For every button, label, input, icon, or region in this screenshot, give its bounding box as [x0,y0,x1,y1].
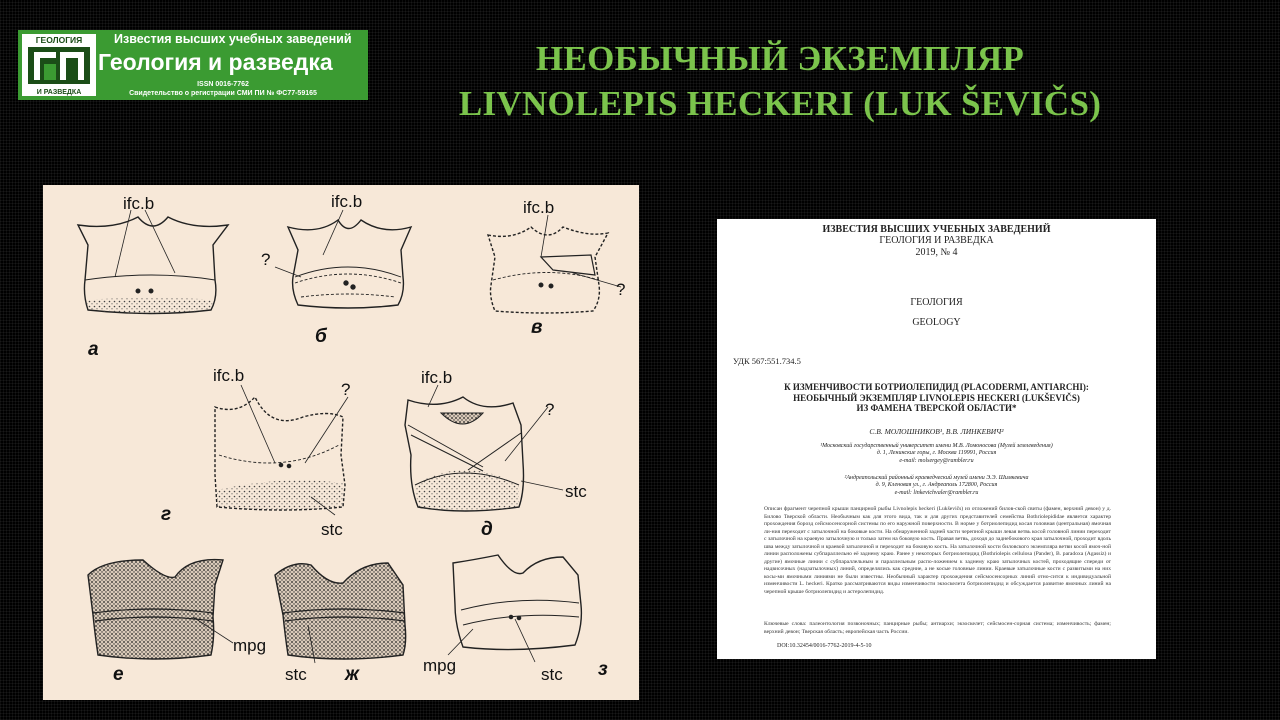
paper-affiliation-2 [717,475,1156,497]
specimen-drawings [43,185,639,700]
paper-title-line-1: К ИЗМЕНЧИВОСТИ БОТРИОЛЕПИДИД (PLACODERMI, ANTIARCHI): [784,382,1089,392]
label-stc-d: stc [565,482,587,501]
journal-registration: Свидетельство о регистрации СМИ ПИ № ФС77-59165 [129,90,317,97]
paper-authors: С.В. МОЛОШНИКОВ¹, В.В. ЛИНКЕВИЧ² [869,427,1004,436]
panel-letter-d: д [481,519,493,540]
paper-first-page [717,219,1156,659]
paper-affiliation-1 [717,443,1156,465]
affil1-line-1: ¹Московский государственный университет имени М.В. Ломоносова (Музей землеведения) [820,443,1053,449]
label-stc-z: stc [541,665,563,684]
journal-header-text: Известия высших учебных заведений [114,32,352,46]
specimen-v [488,215,621,313]
panel-letter-z: з [598,659,608,680]
paper-abstract: Описан фрагмент черепной крыши панцирной рыбы Livnolepis heckeri (Lukševičs) из отложений билов-ской свиты (фамен, верхний девон) у д. Билово Тверской области. Необычным как для этого вида, так и для других представителей семейства Bothriolepididae является характер прохождения борозд сейсмосенсорной системы по его наружной поверхности. В норме у ботриолепидид косая головная (центральная) ямочная ли-ния переходит с затылочной на боковые кости. На обнаруженной задней части черепной крыши левая ветвь косой головной линии переходит с затылочной на краевую затылочную и только затем на боковую кость. Правая ветвь, доходя до заднебокового края затылочной, проходит вдоль шва между затылочной и краевой затылочной и переходит на боковую кость. На затылочной кости биловского экземпляра ветви косой ямоч-ной линии расположены субпараллельно её заднему краю. Ранее у некоторых ботриолепидид (Bothriolepis cellulosa (Pander), B. paradoxa (Agassiz) и другие) ямочные линии с субпараллельным и параллельным распо-ложением к заднему краю затылочных костей, проходящие спереди от надвисочных (надзатылочных) линий, определялись как средние, а не косые головные линии. Краевые затылочные кости с развитыми на них косы-ми ямочными линиями не были известны. Необычный характер прохождения сейсмосенсорных линий отно-сится к индивидуальной изменчивости L. heckeri. Кратко рассматриваются виды изменчивости экзоскелета ботриолепидид и обсуждается развитие ямочных линий на черепной крыше ботриолепидид и астеролепидид. [764,506,1111,595]
label-mpg-z: mpg [423,656,457,675]
panel-letter-zh: ж [345,664,359,685]
logo-mark-bottom-text: И РАЗВЕДКА [36,89,82,96]
paper-doi: DOI:10.32454/0016-7762-2019-4-5-10 [777,643,872,649]
affil2-line-1: ²Андреапольский районный краеведческий музей имени Э.Э. Шимкевича [844,475,1029,481]
paper-keywords: Ключевые слова: палеонтология позвоночных; панцирные рыбы; антиархи; экзоскелет; сейсмосен-сорная система; изменчивость; фамен; верхний девон; Тверская область; европейская часть России. [764,621,1111,635]
specimen-z [448,555,581,662]
specimen-g [215,385,348,515]
paper-udk: УДК 567:551.734.5 [733,356,801,366]
slide-title [400,36,1160,126]
paper-title-line-2: НЕОБЫЧНЫЙ ЭКЗЕМПЛЯР LIVNOLEPIS HECKERI (LUKŠEVIČS) [793,392,1080,403]
label-ifcb-a: ifc.b [123,194,155,213]
label-stc-zh: stc [285,665,307,684]
affil1-email: e-mail: molsergey@rambler.ru [899,457,974,464]
affil1-line-2: д. 1, Ленинские горы, г. Москва 119991, Россия [876,450,997,457]
specimen-e [88,560,233,659]
specimen-b [275,210,411,308]
paper-title [717,382,1156,414]
label-question-b: ? [261,250,271,269]
specimen-d [405,385,563,511]
label-question-v: ? [616,280,626,299]
affil2-line-2: д. 9, Кленовая ул., г. Андреаполь 172800, Россия [875,482,998,489]
specimen-figure [43,185,639,700]
paper-title-line-3: ИЗ ФАМЕНА ТВЕРСКОЙ ОБЛАСТИ* [856,403,1017,413]
affil2-email: e-mail: linkevichvaler@rambler.ru [894,489,979,496]
specimen-a [78,210,228,314]
panel-letter-v: в [531,317,543,338]
journal-logo [18,30,368,100]
label-question-g: ? [341,380,351,399]
journal-issn: ISSN 0016-7762 [197,81,249,88]
paper-journal-line-2: ГЕОЛОГИЯ И РАЗВЕДКА [879,235,994,246]
label-question-d: ? [545,400,555,419]
paper-journal-line-1: ИЗВЕСТИЯ ВЫСШИХ УЧЕБНЫХ ЗАВЕДЕНИЙ [822,224,1051,235]
label-ifcb-b: ifc.b [331,192,363,211]
label-mpg-e: mpg [233,636,267,655]
paper-issue: 2019, № 4 [915,247,958,258]
label-ifcb-v: ifc.b [523,198,555,217]
label-ifcb-d: ifc.b [421,368,453,387]
panel-letter-e: е [113,664,124,685]
slide-title-line-1: НЕОБЫЧНЫЙ ЭКЗЕМПЛЯР [535,39,1025,78]
logo-mark-top-text: ГЕОЛОГИЯ [35,35,83,45]
panel-letter-b: б [315,326,327,347]
journal-title: Геология и разведка [98,49,333,75]
paper-section-en: GEOLOGY [912,317,961,328]
panel-letter-a: а [88,339,99,360]
slide-title-line-2: LIVNOLEPIS HECKERI (LUK ŠEVIČS) [458,84,1102,123]
specimen-zh [275,563,406,663]
panel-letter-g: г [161,504,172,525]
label-ifcb-g: ifc.b [213,366,245,385]
paper-section-ru: ГЕОЛОГИЯ [910,297,963,308]
label-stc-g: stc [321,520,343,539]
